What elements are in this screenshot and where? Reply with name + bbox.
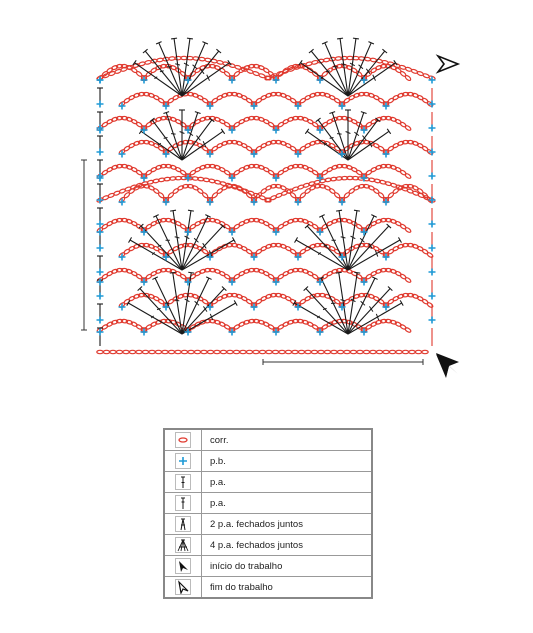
legend-label: início do trabalho	[202, 556, 373, 577]
chain-stitch	[149, 350, 155, 353]
chain-stitch	[389, 350, 395, 353]
legend-symbol-cell	[164, 535, 202, 556]
legend-symbol-cell	[164, 429, 202, 451]
single-crochet	[97, 293, 104, 300]
chain-stitch	[116, 350, 122, 353]
legend-label: fim do trabalho	[202, 577, 373, 599]
chain-stitch	[129, 350, 135, 353]
chain-stitch	[233, 273, 240, 279]
legend-symbol-cell	[164, 493, 202, 514]
chain-stitch	[365, 121, 372, 127]
double-crochet-alt-icon	[175, 495, 191, 511]
chain-stitch	[110, 350, 116, 353]
chain-stitch	[214, 350, 220, 353]
chain-oval-icon	[175, 432, 191, 448]
chain-stitch	[299, 298, 306, 304]
chain-stitch	[240, 350, 246, 353]
double-crochet	[182, 113, 198, 160]
chain-stitch	[383, 350, 389, 353]
chain-stitch	[298, 350, 304, 353]
chain-stitch	[123, 248, 130, 254]
four-dc-together-icon	[175, 537, 191, 553]
legend-row	[164, 577, 372, 599]
chain-stitch	[255, 145, 262, 151]
chain-stitch	[343, 298, 350, 304]
chain-stitch	[376, 350, 382, 353]
end-arrow-outline-icon	[175, 579, 191, 595]
chain-stitch	[145, 223, 152, 229]
end-arrow-icon	[438, 56, 458, 72]
chain-stitch	[162, 350, 168, 353]
chain-stitch	[266, 350, 272, 353]
chain-stitch	[101, 273, 108, 279]
legend-label: 2 p.a. fechados juntos	[202, 514, 373, 535]
legend-label: p.b.	[202, 451, 373, 472]
single-crochet	[429, 269, 436, 276]
chain-stitch	[285, 350, 291, 353]
single-crochet	[97, 245, 104, 252]
chain-stitch	[422, 350, 428, 353]
legend-symbol-cell	[164, 514, 202, 535]
legend-symbol-cell	[164, 451, 202, 472]
single-crochet	[429, 245, 436, 252]
double-crochet-top	[171, 38, 177, 39]
double-crochet-bar	[175, 64, 180, 65]
chain-stitch	[233, 169, 240, 175]
chain-stitch	[277, 223, 284, 229]
chain-stitch	[101, 169, 108, 175]
chain-stitch	[123, 145, 130, 151]
chain-stitch	[404, 173, 411, 179]
chain-stitch	[357, 350, 363, 353]
legend-row	[164, 556, 372, 577]
legend-row	[164, 429, 372, 451]
chain-stitch	[365, 169, 372, 175]
legend-label: corr.	[202, 429, 373, 451]
legend-row	[164, 514, 372, 535]
single-crochet	[97, 101, 104, 108]
chain-stitch	[233, 223, 240, 229]
chain-stitch	[260, 188, 267, 195]
chain-stitch	[189, 169, 196, 175]
double-crochet-bar	[341, 300, 346, 301]
chain-stitch	[194, 67, 201, 73]
double-crochet-bar	[361, 301, 365, 305]
chain-stitch	[259, 350, 265, 353]
chain-stitch	[348, 188, 355, 195]
single-crochet	[429, 125, 436, 132]
chain-stitch	[145, 169, 152, 175]
chain-stitch	[404, 75, 411, 82]
chain-stitch	[101, 121, 108, 127]
chain-stitch	[211, 97, 218, 103]
chain-stitch	[136, 350, 142, 353]
two-dc-together-icon	[175, 516, 191, 532]
chain-stitch	[277, 324, 284, 330]
single-crochet	[429, 221, 436, 228]
double-crochet-bar	[175, 237, 180, 238]
chain-stitch	[97, 350, 103, 353]
chain-stitch	[277, 169, 284, 175]
double-crochet-top	[337, 38, 343, 39]
chain-stitch	[318, 350, 324, 353]
double-crochet-top	[353, 38, 359, 39]
chain-stitch	[181, 350, 187, 353]
chain-stitch	[370, 350, 376, 353]
single-crochet	[429, 173, 436, 180]
double-crochet-bar	[330, 138, 334, 139]
chain-stitch	[233, 350, 239, 353]
chain-stitch	[255, 97, 262, 103]
legend-label: 4 p.a. fechados juntos	[202, 535, 373, 556]
double-crochet-top	[187, 38, 193, 39]
chain-stitch	[311, 350, 317, 353]
chain-stitch	[365, 324, 372, 330]
chain-stitch	[216, 188, 223, 195]
chain-stitch	[321, 273, 328, 279]
chain-stitch	[155, 350, 161, 353]
chain-stitch	[331, 350, 337, 353]
legend-label: p.a.	[202, 472, 373, 493]
double-crochet	[141, 131, 182, 160]
single-crochet	[97, 317, 104, 324]
chain-stitch	[145, 324, 152, 330]
chain-stitch	[404, 277, 411, 283]
chain-stitch	[299, 97, 306, 103]
single-crochet	[97, 269, 104, 276]
double-crochet-top	[170, 210, 176, 211]
chain-stitch	[343, 97, 350, 103]
chain-stitch	[123, 350, 129, 353]
double-crochet	[348, 113, 364, 160]
chain-stitch	[304, 188, 311, 195]
double-crochet-bar	[160, 71, 164, 72]
chain-stitch	[255, 298, 262, 304]
double-crochet-bar	[360, 238, 364, 242]
double-crochet-top	[354, 272, 360, 273]
double-crochet-top	[188, 272, 194, 273]
chain-stitch	[404, 125, 411, 131]
legend-label: p.a.	[202, 493, 373, 514]
double-crochet-top	[336, 210, 342, 211]
double-crochet-bar	[323, 308, 327, 309]
chain-stitch	[233, 324, 240, 330]
chain-stitch	[103, 350, 109, 353]
chain-stitch	[145, 273, 152, 279]
chain-stitch	[279, 350, 285, 353]
chain-stitch	[387, 97, 394, 103]
chain-stitch	[321, 169, 328, 175]
chain-stitch	[194, 350, 200, 353]
chain-stitch	[277, 121, 284, 127]
chain-stitch	[101, 324, 108, 330]
chain-stitch	[324, 350, 330, 353]
double-crochet-top	[387, 129, 390, 134]
chain-stitch	[292, 350, 298, 353]
chain-stitch	[233, 121, 240, 127]
chain-stitch	[201, 350, 207, 353]
chain-stitch	[272, 350, 278, 353]
chain-stitch	[299, 248, 306, 254]
fan-stitches-layer	[127, 38, 403, 334]
double-crochet-bar	[341, 237, 346, 238]
double-crochet-top	[305, 129, 308, 134]
chain-stitch	[305, 350, 311, 353]
chain-arcs-layer	[96, 56, 435, 353]
chain-stitch	[321, 324, 328, 330]
chain-stitch	[321, 121, 328, 127]
chain-stitch	[123, 97, 130, 103]
chain-stitch	[175, 350, 181, 353]
chain-stitch	[167, 298, 174, 304]
chain-stitch	[253, 350, 259, 353]
legend-table	[163, 428, 373, 599]
legend-row	[164, 451, 372, 472]
double-crochet-bar	[195, 301, 199, 305]
double-crochet-bar	[194, 238, 198, 242]
chain-stitch	[350, 350, 356, 353]
double-crochet-top	[316, 118, 321, 122]
chain-stitch	[188, 350, 194, 353]
legend-row	[164, 472, 372, 493]
chain-stitch	[402, 350, 408, 353]
double-crochet-bar	[373, 75, 376, 81]
single-crochet	[429, 293, 436, 300]
legend-symbol-cell	[164, 577, 202, 599]
chain-stitch	[299, 145, 306, 151]
chain-stitch	[344, 350, 350, 353]
chain-stitch	[396, 350, 402, 353]
chain-stitch	[211, 145, 218, 151]
chain-stitch	[168, 350, 174, 353]
single-crochet	[429, 317, 436, 324]
double-crochet-top	[188, 210, 194, 211]
chain-stitch	[207, 350, 213, 353]
double-crochet-bar	[207, 75, 210, 81]
chain-stitch	[246, 350, 252, 353]
legend-symbol-cell	[164, 472, 202, 493]
legend-symbol-cell	[164, 556, 202, 577]
chain-stitch	[189, 223, 196, 229]
double-crochet-bar	[164, 138, 168, 139]
start-arrow-icon-head	[436, 353, 459, 377]
chain-stitch	[337, 350, 343, 353]
chain-stitch	[172, 188, 179, 195]
chain-stitch	[142, 350, 148, 353]
chain-stitch	[415, 350, 421, 353]
double-crochet-top	[221, 129, 224, 134]
single-crochet-plus-icon	[175, 453, 191, 469]
legend-row	[164, 493, 372, 514]
chain-stitch	[277, 273, 284, 279]
chain-stitch	[255, 248, 262, 254]
double-crochet-bar	[157, 308, 161, 309]
double-crochet-bar	[158, 245, 162, 246]
double-crochet-top	[354, 210, 360, 211]
chain-stitch	[227, 350, 233, 353]
chain-stitch	[387, 145, 394, 151]
markers-layer	[81, 56, 459, 378]
chain-stitch	[220, 350, 226, 353]
chain-stitch	[363, 350, 369, 353]
chain-stitch	[365, 273, 372, 279]
chain-stitch	[145, 121, 152, 127]
chain-stitch	[387, 248, 394, 254]
chain-stitch	[167, 97, 174, 103]
start-arrow-filled-icon	[175, 558, 191, 574]
chain-stitch	[387, 298, 394, 304]
double-crochet-icon	[175, 474, 191, 490]
chain-stitch	[409, 350, 415, 353]
single-crochet	[97, 149, 104, 156]
legend-row	[164, 535, 372, 556]
chain-stitch	[150, 67, 157, 73]
chain-stitch	[404, 327, 411, 333]
chain-stitch	[404, 227, 411, 233]
